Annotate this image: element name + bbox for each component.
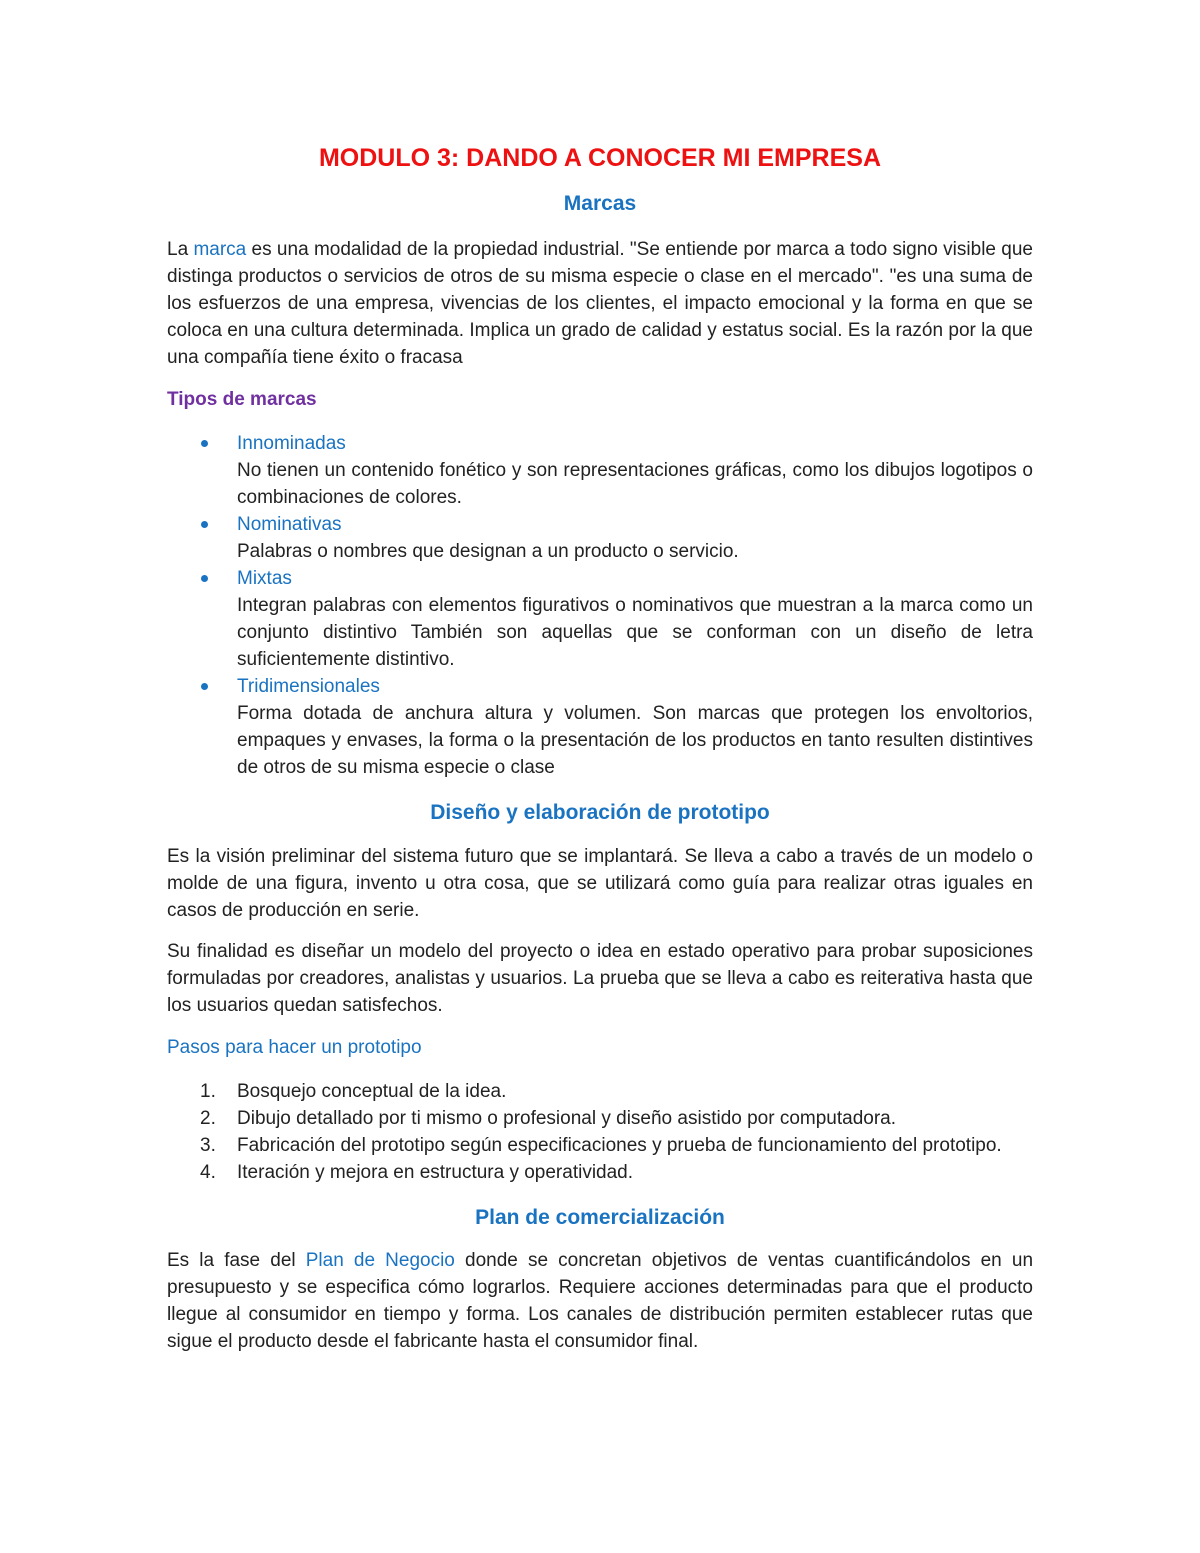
bullet-icon [201, 440, 208, 447]
list-number: 1. [200, 1081, 216, 1102]
diseno-paragraph-2: Su finalidad es diseñar un modelo del proyecto o idea en estado operativo para probar suposiciones formuladas por creadores, analistas y usuarios. La prueba que se lleva a cabo es reiterativa hasta que los usuarios quedan satisfechos. [167, 941, 1033, 1016]
list-number: 2. [200, 1108, 216, 1129]
tipo-title: Innominadas [237, 433, 346, 454]
plan-paragraph-suffix: donde se concretan objetivos de ventas cuantificándolos en un presupuesto y se especifica cómo lograrlos. Requiere acciones determinadas para que el producto llegue al consumidor en tiempo y forma. Los canales de distribución permiten establecer rutas que sigue el producto desde el fabricante hasta el consumidor final. [167, 1250, 1034, 1352]
marca-link[interactable]: marca [193, 239, 247, 260]
tipo-description: Palabras o nombres que designan a un producto o servicio. [237, 541, 739, 562]
section-heading-plan: Plan de comercialización [475, 1206, 725, 1229]
list-number: 4. [200, 1162, 216, 1183]
diseno-paragraph-1: Es la visión preliminar del sistema futuro que se implantará. Se lleva a cabo a través de un modelo o molde de una figura, invento u otra cosa, que se utilizará como guía para realizar otras iguales en casos de producción en serie. [167, 846, 1033, 921]
list-item [167, 1159, 1033, 1186]
section-heading-diseno: Diseño y elaboración de prototipo [430, 801, 770, 824]
paso-text: Bosquejo conceptual de la idea. [237, 1081, 507, 1102]
list-item [167, 430, 1033, 511]
paso-text: Fabricación del prototipo según especificaciones y prueba de funcionamiento del prototipo. [237, 1135, 1002, 1156]
list-item [167, 511, 1033, 565]
plan-de-negocio-link[interactable]: Plan de Negocio [305, 1250, 455, 1271]
document-title: MODULO 3: DANDO A CONOCER MI EMPRESA [318, 144, 882, 172]
marcas-paragraph [167, 236, 1033, 371]
tipo-description: Integran palabras con elementos figurativos o nominativos que muestran a la marca como un conjunto distintivo También son aquellas que se conforman con un diseño de letra suficientemente distintivo. [237, 595, 1033, 670]
plan-paragraph [167, 1247, 1033, 1355]
tipo-description: No tienen un contenido fonético y son representaciones gráficas, como los dibujos logotipos o combinaciones de colores. [237, 460, 1033, 508]
paso-text: Iteración y mejora en estructura y operatividad. [237, 1162, 634, 1183]
tipo-title: Mixtas [237, 568, 292, 589]
tipos-heading: Tipos de marcas [167, 389, 317, 410]
tipo-title: Nominativas [237, 514, 342, 535]
bullet-icon [201, 521, 208, 528]
list-item [167, 565, 1033, 673]
pasos-heading: Pasos para hacer un prototipo [167, 1037, 422, 1058]
tipos-list [167, 430, 1033, 781]
list-item [167, 1105, 1033, 1132]
bullet-icon [201, 683, 208, 690]
tipo-title: Tridimensionales [237, 676, 380, 697]
plan-paragraph-prefix: Es la fase del [167, 1250, 306, 1271]
document-content [167, 140, 1033, 1355]
marcas-paragraph-prefix: La [167, 239, 194, 260]
list-number: 3. [200, 1135, 216, 1156]
list-item [167, 1132, 1033, 1159]
list-item [167, 673, 1033, 781]
section-heading-marcas: Marcas [563, 192, 637, 215]
paso-text: Dibujo detallado por ti mismo o profesional y diseño asistido por computadora. [237, 1108, 897, 1129]
pasos-list [167, 1078, 1033, 1186]
list-item [167, 1078, 1033, 1105]
marcas-paragraph-suffix: es una modalidad de la propiedad industrial. "Se entiende por marca a todo signo visible que distinga productos o servicios de otros de su misma especie o clase en el mercado". "es una suma de los esfuerzos de una empresa, vivencias de los clientes, el impacto emocional y la forma en que se coloca en una cultura determinada. Implica un grado de calidad y estatus social. Es la razón por la que una compañía tiene éxito o fracasa [167, 239, 1033, 368]
tipo-description: Forma dotada de anchura altura y volumen. Son marcas que protegen los envoltorios, empaques y envases, la forma o la presentación de los productos en tanto resulten distintives de otros de su misma especie o clase [237, 703, 1033, 778]
bullet-icon [201, 575, 208, 582]
